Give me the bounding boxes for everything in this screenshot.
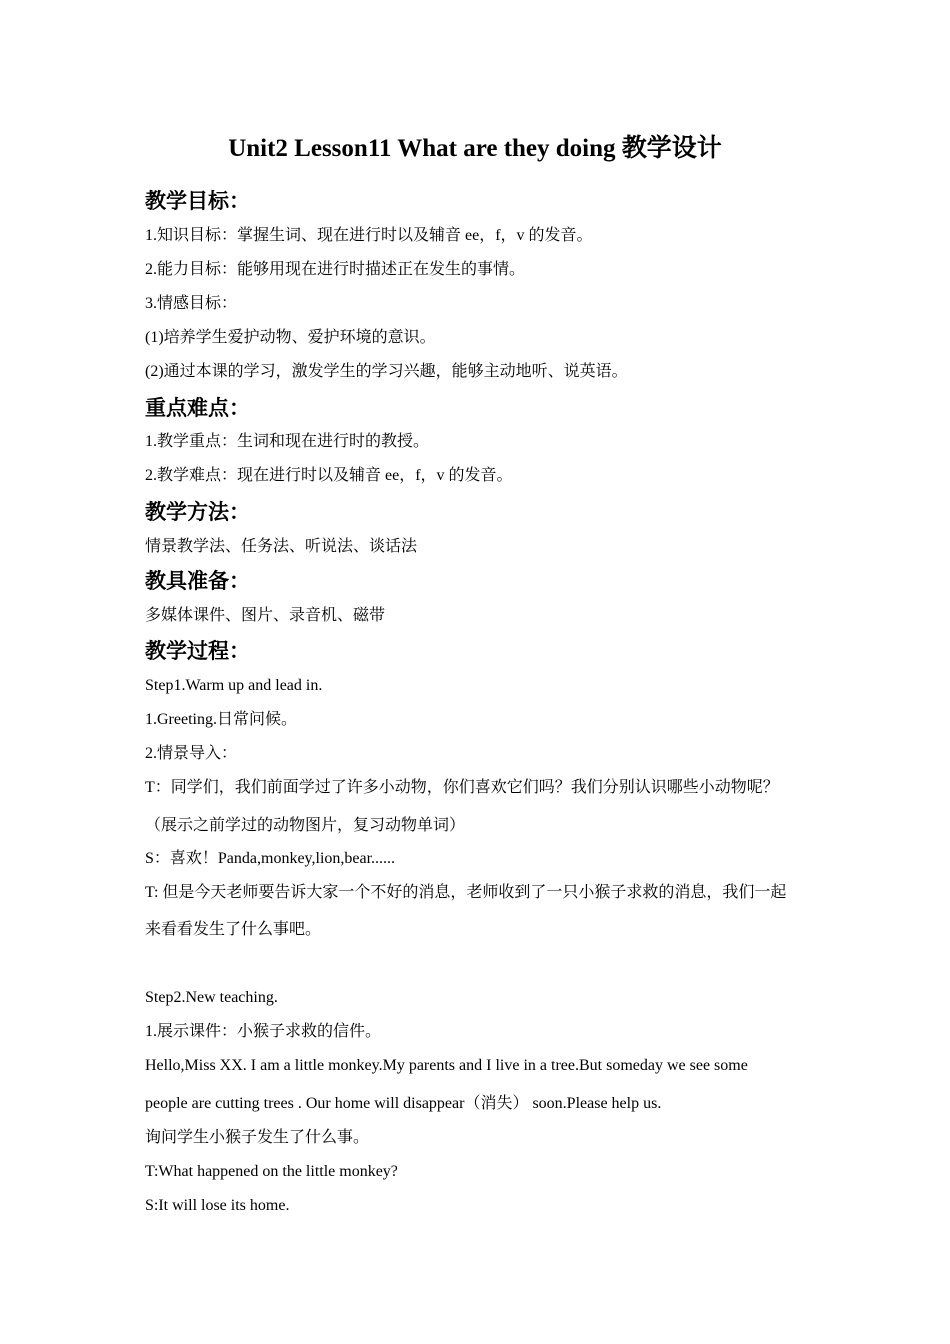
process-line: 2.情景导入：	[145, 745, 238, 762]
process-line: people are cutting trees . Our home will disappear（消失） soon.Please help us.	[145, 1095, 662, 1112]
process-line: T:What happened on the little monkey?	[145, 1163, 398, 1180]
process-line: T: 但是今天老师要告诉大家一个不好的消息，老师收到了一只小猴子求救的消息，我们一起	[145, 884, 787, 901]
process-line: Hello,Miss XX. I am a little monkey.My parents and I live in a tree.But someday we see some	[145, 1057, 748, 1074]
key-point-line: 1.教学重点：生词和现在进行时的教授。	[145, 433, 430, 450]
section-heading-objectives: 教学目标：	[145, 189, 250, 213]
section-heading-materials: 教具准备：	[145, 569, 250, 593]
objective-line: 1.知识目标：掌握生词、现在进行时以及辅音 ee，f，v 的发音。	[145, 227, 593, 244]
objective-line: 2.能力目标：能够用现在进行时描述正在发生的事情。	[145, 261, 526, 278]
key-point-line: 2.教学难点：现在进行时以及辅音 ee，f，v 的发音。	[145, 467, 513, 484]
material-line: 多媒体课件、图片、录音机、磁带	[145, 607, 386, 624]
process-line: T：同学们，我们前面学过了许多小动物，你们喜欢它们吗？我们分别认识哪些小动物呢？	[145, 779, 779, 796]
process-line: 询问学生小猴子发生了什么事。	[145, 1129, 370, 1146]
process-line: 1.展示课件：小猴子求救的信件。	[145, 1023, 382, 1040]
process-line: S:It will lose its home.	[145, 1197, 290, 1214]
objective-line: (1)培养学生爱护动物、爱护环境的意识。	[145, 329, 436, 346]
section-heading-key-points: 重点难点：	[145, 396, 250, 420]
section-heading-process: 教学过程：	[145, 639, 250, 663]
method-line: 情景教学法、任务法、听说法、谈话法	[145, 538, 418, 555]
objective-line: (2)通过本课的学习，激发学生的学习兴趣，能够主动地听、说英语。	[145, 363, 628, 380]
document-title: Unit2 Lesson11 What are they doing 教学设计	[228, 135, 722, 162]
process-line: S：喜欢！Panda,monkey,lion,bear......	[145, 850, 396, 867]
objective-line: 3.情感目标：	[145, 295, 238, 312]
process-line: （展示之前学过的动物图片，复习动物单词）	[145, 817, 466, 834]
section-heading-methods: 教学方法：	[145, 500, 250, 524]
process-line: Step2.New teaching.	[145, 989, 278, 1006]
process-line: 来看看发生了什么事吧。	[145, 921, 322, 938]
process-line: Step1.Warm up and lead in.	[145, 677, 323, 694]
process-line: 1.Greeting.日常问候。	[145, 711, 297, 728]
